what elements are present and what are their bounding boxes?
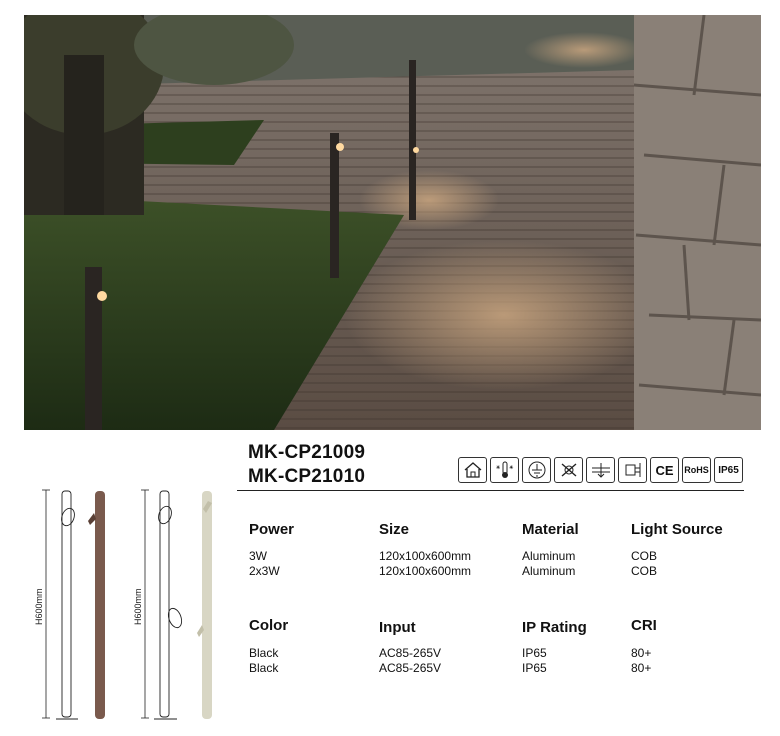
material-value-2: Aluminum bbox=[522, 564, 576, 578]
material-label: Material bbox=[522, 521, 579, 538]
driver-icon bbox=[618, 457, 647, 483]
technical-drawing bbox=[30, 485, 235, 725]
cri-value-1: 80+ bbox=[631, 646, 652, 660]
bollard-brown bbox=[88, 491, 105, 719]
size-label: Size bbox=[379, 521, 410, 538]
ip-rating-value-2: IP65 bbox=[522, 661, 547, 675]
power-value-1: 3W bbox=[249, 549, 267, 563]
input-label: Input bbox=[379, 619, 416, 636]
color-value-2: Black bbox=[249, 661, 279, 675]
svg-text:☀: ☀ bbox=[508, 465, 513, 471]
outdoor-house-icon bbox=[458, 457, 487, 483]
bollard-outline-1 bbox=[56, 491, 78, 719]
divider bbox=[237, 490, 744, 491]
product-photo bbox=[24, 15, 761, 430]
height-label-1: H600mm bbox=[34, 588, 44, 625]
input-value-2: AC85-265V bbox=[379, 661, 442, 675]
power-label: Power bbox=[249, 521, 295, 538]
bollard-beige bbox=[197, 491, 212, 719]
svg-text:✳: ✳ bbox=[495, 465, 500, 471]
light-source-value-2: COB bbox=[631, 564, 658, 578]
ip65-icon: IP65 bbox=[714, 457, 743, 483]
ce-icon: CE bbox=[650, 457, 679, 483]
size-value-1: 120x100x600mm bbox=[379, 549, 472, 563]
model-number-1: MK-CP21009 bbox=[248, 442, 366, 463]
ground-icon bbox=[522, 457, 551, 483]
temperature-icon bbox=[490, 457, 519, 483]
height-label-2: H600mm bbox=[133, 588, 143, 625]
color-label: Color bbox=[249, 617, 289, 634]
ip-rating-label: IP Rating bbox=[522, 619, 587, 636]
install-icon bbox=[586, 457, 615, 483]
ip-rating-value-1: IP65 bbox=[522, 646, 547, 660]
bollard-outline-2 bbox=[154, 491, 184, 719]
color-value-1: Black bbox=[249, 646, 279, 660]
cri-label: CRI bbox=[631, 617, 657, 634]
light-source-value-1: COB bbox=[631, 549, 658, 563]
certification-icons bbox=[458, 457, 743, 483]
material-value-1: Aluminum bbox=[522, 549, 576, 563]
size-value-2: 120x100x600mm bbox=[379, 564, 472, 578]
no-cover-icon bbox=[554, 457, 583, 483]
input-value-1: AC85-265V bbox=[379, 646, 442, 660]
model-number-2: MK-CP21010 bbox=[248, 466, 366, 487]
cri-value-2: 80+ bbox=[631, 661, 652, 675]
power-value-2: 2x3W bbox=[249, 564, 280, 578]
light-source-label: Light Source bbox=[631, 521, 723, 538]
rohs-icon: RoHS bbox=[682, 457, 711, 483]
